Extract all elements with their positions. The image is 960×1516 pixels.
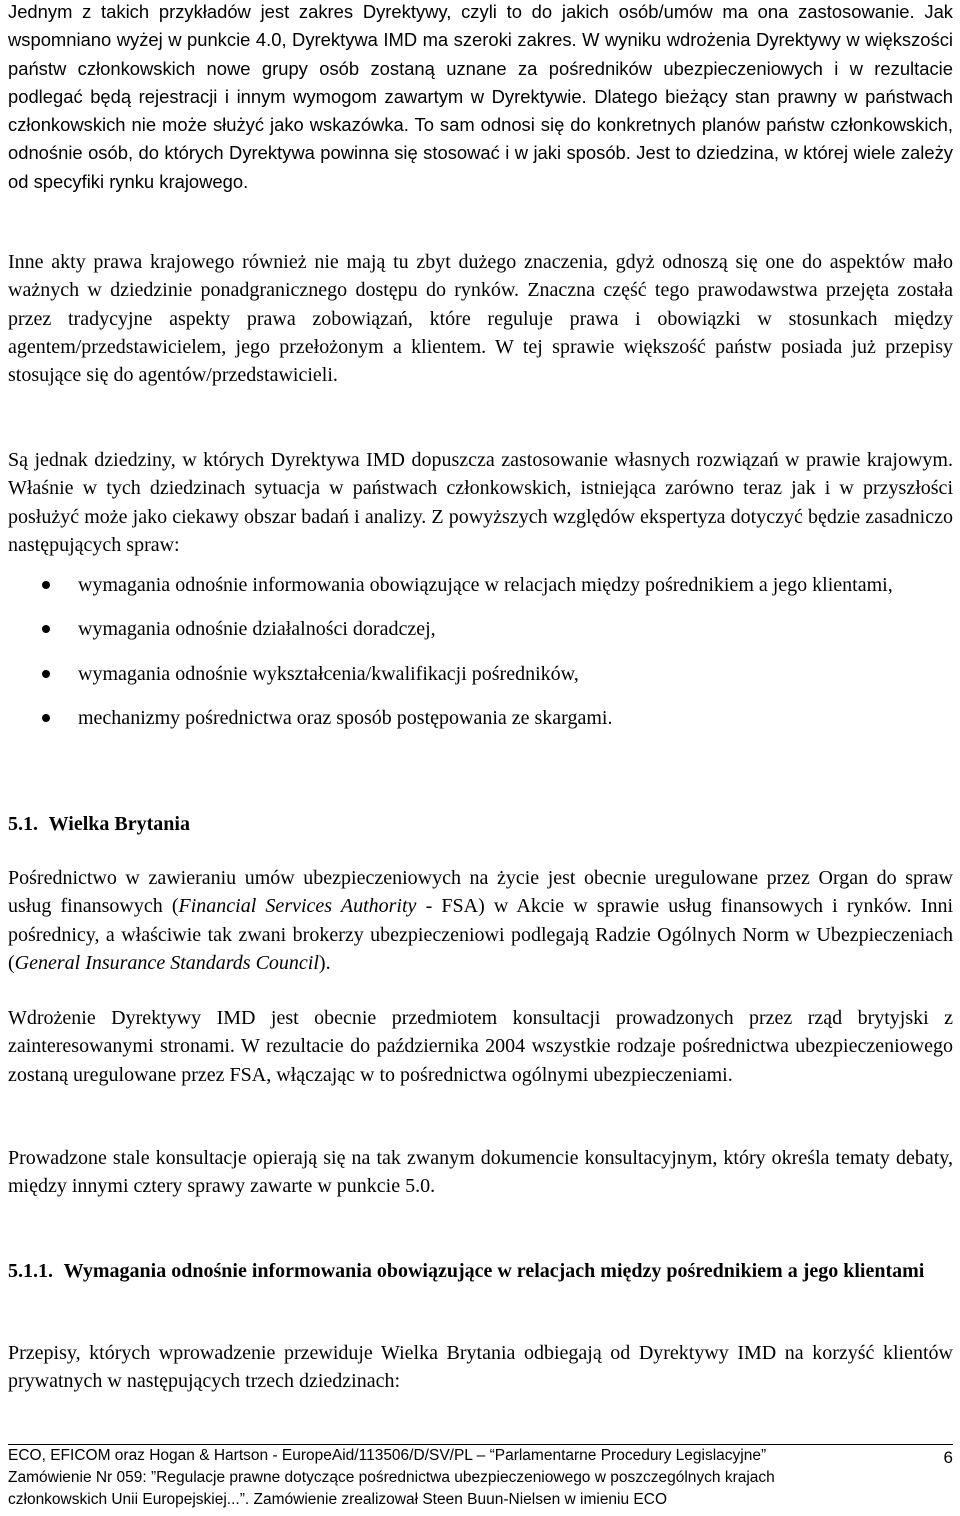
section-title: Wielka Brytania <box>48 813 190 835</box>
text-run-italic: General Insurance Standards Council <box>14 951 319 974</box>
list-item-text: mechanizmy pośrednictwa oraz sposób postępowania ze skargami. <box>78 706 613 729</box>
list-item <box>8 571 953 599</box>
list-item <box>8 704 953 732</box>
text-run-italic: Financial Services Authority <box>178 895 417 918</box>
text-run: ). <box>318 951 331 974</box>
bullet-icon <box>42 581 50 589</box>
list-item <box>8 615 953 643</box>
paragraph-consultations: Prowadzone stale konsultacje opierają się na tak zwanym dokumencie konsultacyjnym, który określa tematy debaty, między innymi cztery sprawy zawarte w punkcie 5.0. <box>8 1147 953 1198</box>
section-heading-information <box>8 1257 953 1285</box>
bullet-icon <box>42 714 50 722</box>
text-run: - FSA) w Akcie w sprawie usług finansowych i rynków. Inni pośrednicy, a właściwie tak zwani brokerzy ubezpieczeniowi podlegają Radzie Ogólnych Norm w Ubezpieczeniach ( <box>8 895 953 974</box>
paragraph-imd-implementation: Wdrożenie Dyrektywy IMD jest obecnie przedmiotem konsultacji prowadzonych przez rząd brytyjski z zainteresowanymi stronami. W rezultacie do października 2004 wszystkie rodzaje pośrednictwa ubezpieczeniowego zostaną uregulowane przez FSA, włączając w to pośrednictwa ogólnymi ubezpieczeniami. <box>8 1007 953 1086</box>
section-heading-uk <box>8 810 953 838</box>
section-number: 5.1.1. <box>8 1260 53 1282</box>
section-title: Wymagania odnośnie informowania obowiązujące w relacjach między pośrednikiem a jego klientami <box>63 1260 925 1282</box>
paragraph-uk-deviations: Przepisy, których wprowadzenie przewiduje Wielka Brytania odbiegają od Dyrektywy IMD na korzyść klientów prywatnych w następujących trzech dziedzinach: <box>8 1342 953 1393</box>
list-item <box>8 660 953 688</box>
page-number: 6 <box>943 1448 953 1467</box>
paragraph-national-law: Inne akty prawa krajowego również nie mają tu zbyt dużego znaczenia, gdyż odnoszą się one do aspektów mało ważnych w dziedzinie ponadgranicznego dostępu do rynków. Znaczna część tego prawodawstwa przejęta została przez tradycyjne aspekty prawa zobowiązań, które reguluje prawa i obowiązki w stosunkach między agentem/przedstawicielem, jego przełożonym a klientem. W tej sprawie większość państw posiada już przepisy stosujące się do agentów/przedstawicieli. <box>8 251 953 387</box>
bullet-icon <box>42 625 50 633</box>
paragraph-uk-regulation <box>8 864 953 977</box>
list-item-text: wymagania odnośnie informowania obowiązujące w relacjach między pośrednikiem a jego klientami, <box>78 574 893 596</box>
paragraph-scope: Jednym z takich przykładów jest zakres Dyrektywy, czyli to do jakich osób/umów ma ona zastosowanie. Jak wspomniano wyżej w punkcie 4.0, Dyrektywa IMD ma szeroki zakres. W wyniku wdrożenia Dyrektywy w większości państw członkowskich nowe grupy osób zostaną uznane za pośredników ubezpieczeniowych i w rezultacie podlegać będą rejestracji i innym wymogom zawartym w Dyrektywie. Dlatego bieżący stan prawny w państwach członkowskich nie może służyć jako wskazówka. To sam odnosi się do konkretnych planów państw członkowskich, odnośnie osób, do których Dyrektywa powinna się stosować i w jaki sposób. Jest to dziedzina, w której wiele zależy od specyfiki rynku krajowego. <box>8 1 953 192</box>
footer-line: Zamówienie Nr 059: ”Regulacje prawne dotyczące pośrednictwa ubezpieczeniowego w poszczególnych krajach <box>8 1469 775 1486</box>
section-number: 5.1. <box>8 813 38 835</box>
bullet-list <box>8 571 953 732</box>
bullet-icon <box>42 670 50 678</box>
list-item-text: wymagania odnośnie wykształcenia/kwalifikacji pośredników, <box>78 662 579 685</box>
footer-line: członkowskich Unii Europejskiej...”. Zamówienie zrealizował Steen Buun-Nielsen w imieniu ECO <box>8 1491 668 1508</box>
list-item-text: wymagania odnośnie działalności doradczej, <box>78 618 436 641</box>
footer-line: ECO, EFICOM oraz Hogan & Hartson - EuropeAid/113506/D/SV/PL – “Parlamentarne Procedury Legislacyjne” <box>8 1447 767 1464</box>
text-run: Pośrednictwo w zawieraniu umów ubezpieczeniowych na życie jest obecnie uregulowane przez Organ do spraw usług finansowych ( <box>8 867 953 918</box>
paragraph-national-solutions: Są jednak dziedziny, w których Dyrektywa IMD dopuszcza zastosowanie własnych rozwiązań w prawie krajowym. Właśnie w tych dziedzinach sytuacja w państwach członkowskich, istniejąca zarówno teraz jak i w przyszłości posłużyć może jako ciekawy obszar badań i analizy. Z powyższych względów ekspertyza dotyczyć będzie zasadniczo następujących spraw: <box>8 449 953 556</box>
page-footer <box>8 1444 953 1511</box>
